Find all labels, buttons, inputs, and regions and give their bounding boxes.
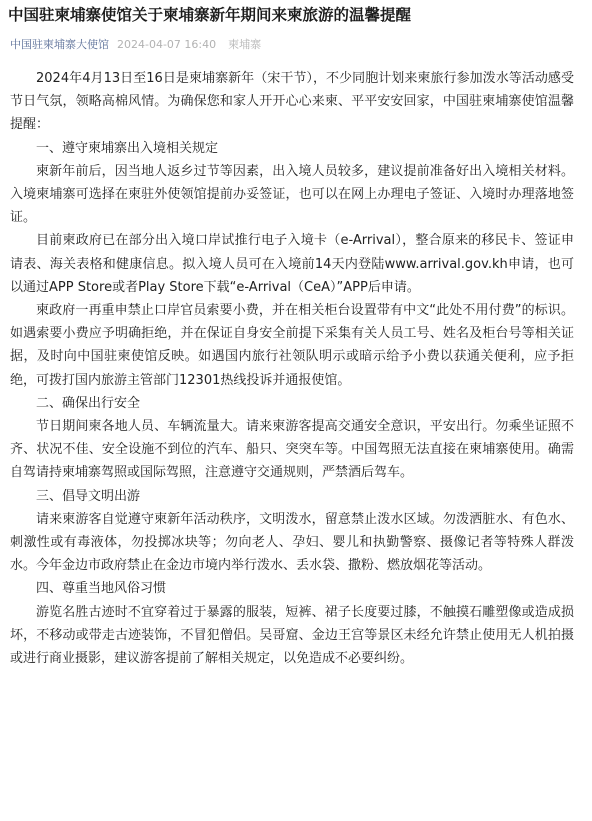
article-title: 中国驻柬埔寨使馆关于柬埔寨新年期间来柬旅游的温馨提醒 [8,6,412,24]
body-paragraph: 柬政府一再重申禁止口岸官员索要小费，并在相关柜台设置带有中文“此处不用付费”的标识。如遇索要小费应予明确拒绝，并在保证自身安全前提下采集有关人员工号、姓名及柜台号等相关证据，及时向中国驻柬使馆反映。如遇国内旅行社领队明示或暗示给予小费以获通关便利，应予拒绝，可拨打国内旅游主管部门12301热线投诉并通报使馆。 [10,303,574,388]
body-paragraph: 节日期间柬各地人员、车辆流量大。请来柬游客提高交通安全意识，平安出行。勿乘坐证照不齐、状况不佳、安全设施不到位的汽车、船只、突突车等。中国驾照无法直接在柬埔寨使用。确需自驾请持柬埔寨驾照或国际驾照，注意遵守交通规则，严禁酒后驾车。 [10,419,574,481]
section-heading: 三、倡导文明出游 [36,488,141,504]
body-paragraph: 目前柬政府已在部分出入境口岸试推行电子入境卡（e-Arrival），整合原来的移民卡、签证申请表、海关表格和健康信息。拟入境人员可在入境前14天内登陆www.arrival.gov.kh申请，也可以通过APP Store或者Play Store下载“e-Arrival（CeA）”APP后申请。 [10,233,574,295]
article-meta [10,37,574,53]
body-paragraph: 请来柬游客自觉遵守柬新年活动秩序，文明泼水，留意禁止泼水区域。勿泼洒脏水、有色水、刺激性或有毒液体，勿投掷冰块等；勿向老人、孕妇、婴儿和执勤警察、摄像记者等特殊人群泼水。今年金边市政府禁止在金边市境内举行泼水、丢水袋、撒粉、燃放烟花等活动。 [10,511,574,574]
account-name-link[interactable]: 中国驻柬埔寨大使馆 [10,38,109,51]
section-heading: 一、遵守柬埔寨出入境相关规定 [36,140,219,156]
section-heading: 四、尊重当地风俗习惯 [36,581,167,597]
body-paragraph: 游览名胜古迹时不宜穿着过于暴露的服装，短裤、裙子长度要过膝，不触摸石雕塑像或造成损坏，不移动或带走古迹装饰，不冒犯僧侣。吴哥窟、金边王宫等景区未经允许禁止使用无人机拍摄或进行商业摄影，建议游客提前了解相关规定，以免造成不必要纠纷。 [10,604,574,667]
publish-date: 2024-04-07 16:40 [117,38,217,51]
section-heading: 二、确保出行安全 [36,395,141,411]
intro-paragraph: 2024年4月13日至16日是柬埔寨新年（宋干节），不少同胞计划来柬旅行参加泼水等活动感受节日气氛，领略高棉风情。为确保您和家人开开心心来柬、平平安安回家，中国驻柬埔寨使馆温馨提醒： [10,71,574,133]
body-paragraph: 柬新年前后，因当地人返乡过节等因素，出入境人员较多，建议提前准备好出入境相关材料。入境柬埔寨可选择在柬驻外使领馆提前办妥签证，也可以在网上办理电子签证、入境时办理落地签证。 [10,163,574,226]
location-tag: 柬埔寨 [228,38,262,51]
article-body [10,67,574,670]
